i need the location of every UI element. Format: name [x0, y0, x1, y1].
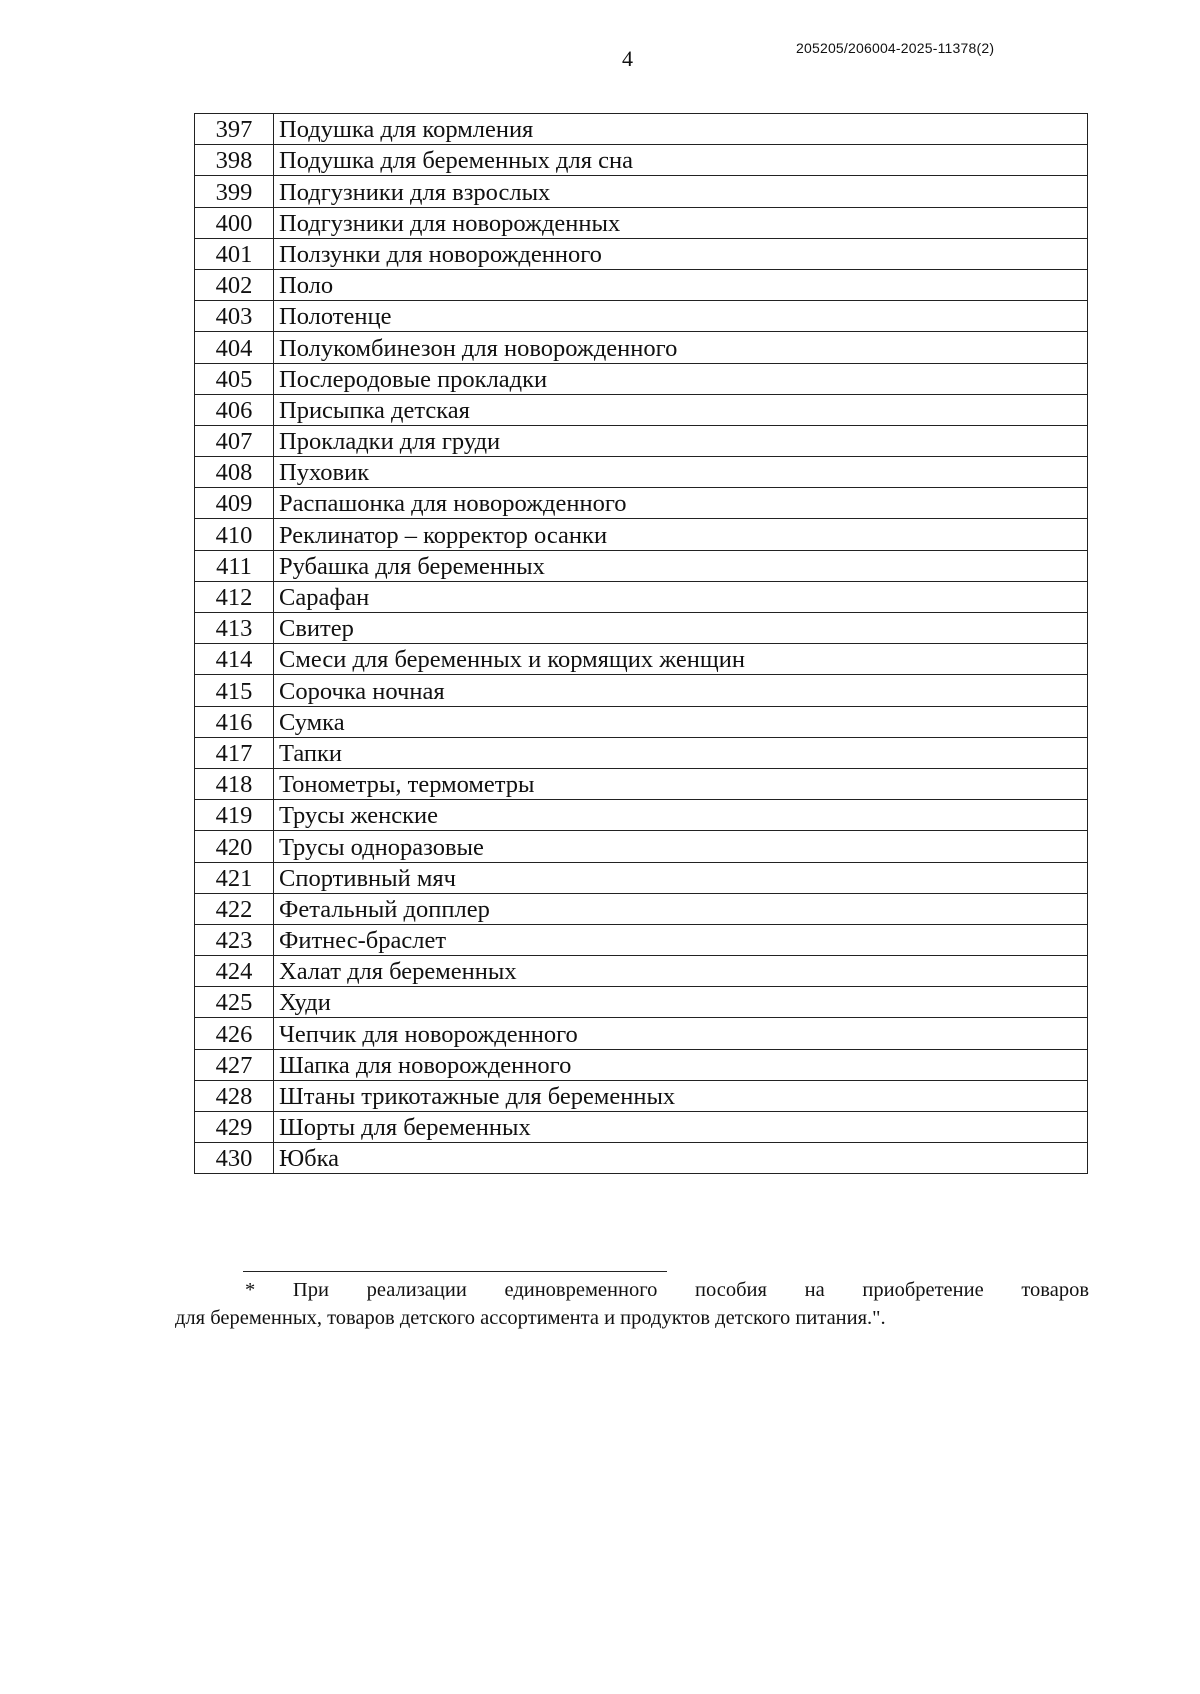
- table-row: [195, 332, 1088, 363]
- table-row: [195, 238, 1088, 269]
- table-row: [195, 1080, 1088, 1111]
- table-row: [195, 1112, 1088, 1143]
- row-number: 413: [195, 613, 274, 644]
- row-number: 406: [195, 394, 274, 425]
- item-name: Трусы одноразовые: [274, 831, 1088, 862]
- item-name: Присыпка детская: [274, 394, 1088, 425]
- row-number: 429: [195, 1112, 274, 1143]
- row-number: 402: [195, 269, 274, 300]
- item-name: Подгузники для новорожденных: [274, 207, 1088, 238]
- row-number: 412: [195, 581, 274, 612]
- row-number: 416: [195, 706, 274, 737]
- table-row: [195, 581, 1088, 612]
- table-row: [195, 114, 1088, 145]
- item-name: Подушка для беременных для сна: [274, 145, 1088, 176]
- row-number: 422: [195, 893, 274, 924]
- table-row: [195, 457, 1088, 488]
- table-row: [195, 425, 1088, 456]
- table-row: [195, 488, 1088, 519]
- footnote-divider: [243, 1271, 667, 1272]
- item-name: Реклинатор – корректор осанки: [274, 519, 1088, 550]
- table-row: [195, 737, 1088, 768]
- item-name: Распашонка для новорожденного: [274, 488, 1088, 519]
- item-name: Прокладки для груди: [274, 425, 1088, 456]
- row-number: 425: [195, 987, 274, 1018]
- row-number: 408: [195, 457, 274, 488]
- table-row: [195, 644, 1088, 675]
- item-name: Сорочка ночная: [274, 675, 1088, 706]
- table-row: [195, 269, 1088, 300]
- row-number: 427: [195, 1049, 274, 1080]
- table-row: [195, 675, 1088, 706]
- row-number: 409: [195, 488, 274, 519]
- item-name: Штаны трикотажные для беременных: [274, 1080, 1088, 1111]
- table-row: [195, 956, 1088, 987]
- item-name: Фетальный допплер: [274, 893, 1088, 924]
- item-name: Поло: [274, 269, 1088, 300]
- item-name: Ползунки для новорожденного: [274, 238, 1088, 269]
- item-name: Халат для беременных: [274, 956, 1088, 987]
- item-name: Шапка для новорожденного: [274, 1049, 1088, 1080]
- row-number: 414: [195, 644, 274, 675]
- table-row: [195, 145, 1088, 176]
- row-number: 405: [195, 363, 274, 394]
- item-name: Свитер: [274, 613, 1088, 644]
- page-number: 4: [622, 46, 633, 71]
- row-number: 403: [195, 301, 274, 332]
- item-name: Спортивный мяч: [274, 862, 1088, 893]
- row-number: 424: [195, 956, 274, 987]
- table-row: [195, 924, 1088, 955]
- row-number: 401: [195, 238, 274, 269]
- item-name: Тапки: [274, 737, 1088, 768]
- table-row: [195, 207, 1088, 238]
- table-row: [195, 706, 1088, 737]
- table-row: [195, 768, 1088, 799]
- row-number: 397: [195, 114, 274, 145]
- item-name: Трусы женские: [274, 800, 1088, 831]
- item-name: Сумка: [274, 706, 1088, 737]
- row-number: 430: [195, 1143, 274, 1174]
- table-row: [195, 550, 1088, 581]
- row-number: 398: [195, 145, 274, 176]
- goods-table-body: [195, 114, 1088, 1174]
- item-name: Подгузники для взрослых: [274, 176, 1088, 207]
- table-row: [195, 831, 1088, 862]
- item-name: Юбка: [274, 1143, 1088, 1174]
- table-row: [195, 363, 1088, 394]
- table-row: [195, 862, 1088, 893]
- item-name: Чепчик для новорожденного: [274, 1018, 1088, 1049]
- row-number: 418: [195, 768, 274, 799]
- row-number: 423: [195, 924, 274, 955]
- item-name: Рубашка для беременных: [274, 550, 1088, 581]
- row-number: 421: [195, 862, 274, 893]
- item-name: Полукомбинезон для новорожденного: [274, 332, 1088, 363]
- table-row: [195, 893, 1088, 924]
- row-number: 410: [195, 519, 274, 550]
- item-name: Подушка для кормления: [274, 114, 1088, 145]
- item-name: Фитнес-браслет: [274, 924, 1088, 955]
- table-row: [195, 800, 1088, 831]
- item-name: Полотенце: [274, 301, 1088, 332]
- item-name: Послеродовые прокладки: [274, 363, 1088, 394]
- row-number: 415: [195, 675, 274, 706]
- footnote: [175, 1276, 1089, 1332]
- footnote-line-2: для беременных, товаров детского ассортимента и продуктов детского питания.".: [175, 1307, 886, 1329]
- item-name: Худи: [274, 987, 1088, 1018]
- table-row: [195, 987, 1088, 1018]
- table-row: [195, 1049, 1088, 1080]
- item-name: Тонометры, термометры: [274, 768, 1088, 799]
- row-number: 404: [195, 332, 274, 363]
- row-number: 407: [195, 425, 274, 456]
- row-number: 417: [195, 737, 274, 768]
- table-row: [195, 519, 1088, 550]
- row-number: 426: [195, 1018, 274, 1049]
- item-name: Сарафан: [274, 581, 1088, 612]
- document-id: 205205/206004-2025-11378(2): [796, 40, 995, 56]
- table-row: [195, 394, 1088, 425]
- table-row: [195, 176, 1088, 207]
- row-number: 420: [195, 831, 274, 862]
- table-row: [195, 613, 1088, 644]
- table-row: [195, 1143, 1088, 1174]
- item-name: Смеси для беременных и кормящих женщин: [274, 644, 1088, 675]
- footnote-line-1: * При реализации единовременного пособия на приобретение товаров: [245, 1279, 1089, 1301]
- goods-table: [194, 113, 1088, 1174]
- table-row: [195, 1018, 1088, 1049]
- table-row: [195, 301, 1088, 332]
- row-number: 399: [195, 176, 274, 207]
- row-number: 400: [195, 207, 274, 238]
- item-name: Шорты для беременных: [274, 1112, 1088, 1143]
- row-number: 419: [195, 800, 274, 831]
- row-number: 411: [195, 550, 274, 581]
- row-number: 428: [195, 1080, 274, 1111]
- item-name: Пуховик: [274, 457, 1088, 488]
